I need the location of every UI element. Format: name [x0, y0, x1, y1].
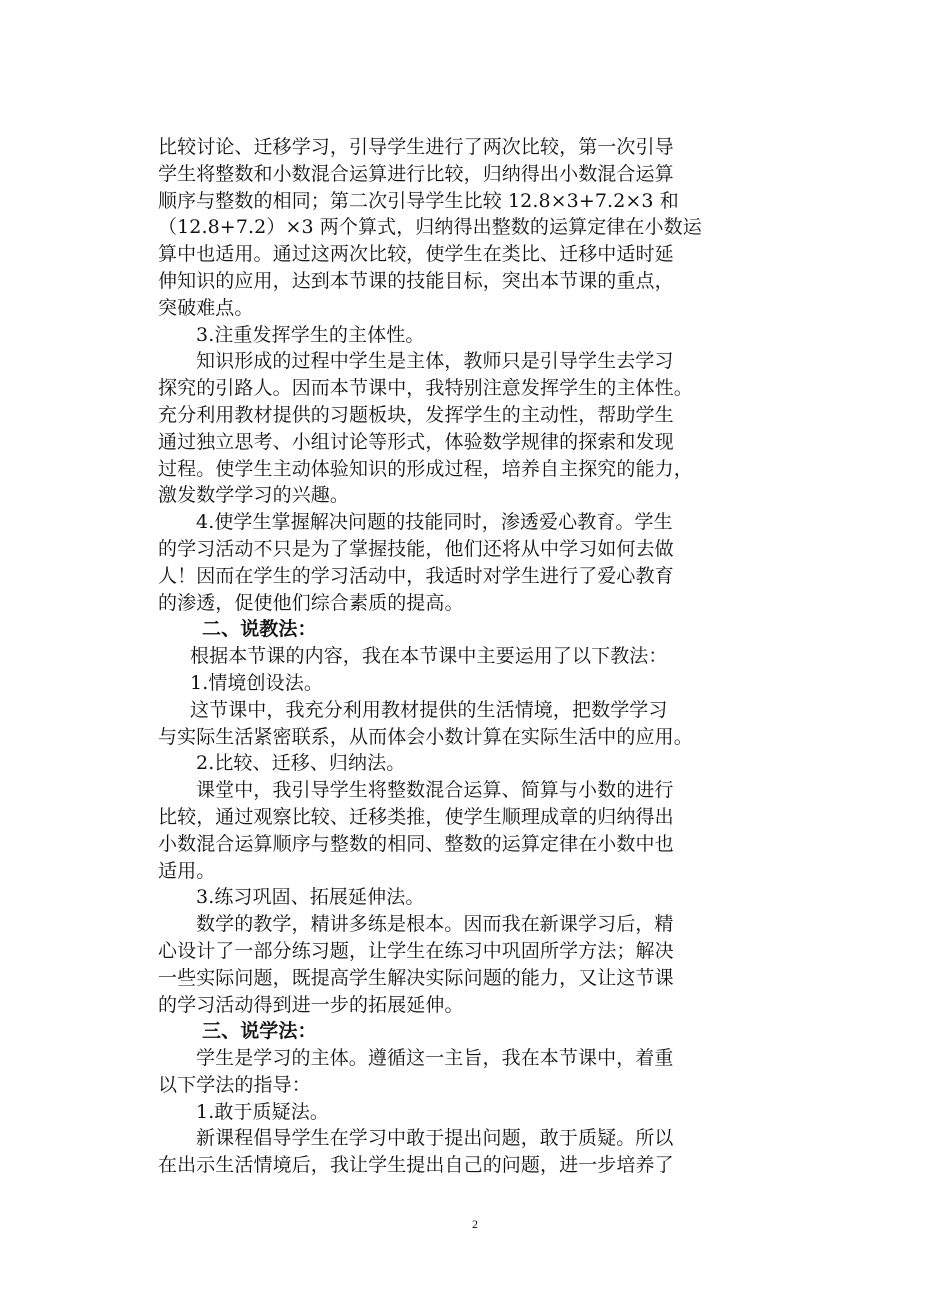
body-line: 小数混合运算顺序与整数的相同、整数的运算定律在小数中也 [158, 832, 674, 855]
paragraph-first-line: 课堂中，我引导学生将整数混合运算、简算与小数的进行 [196, 779, 674, 802]
body-line: 算中也适用。通过这两次比较，使学生在类比、迁移中适时延 [158, 243, 674, 266]
body-line: 适用。 [158, 859, 216, 882]
body-line: 探究的引路人。因而本节课中，我特别注意发挥学生的主体性。 [158, 377, 693, 400]
paragraph-first-line: 4.使学生掌握解决问题的技能同时，渗透爱心教育。学生 [196, 511, 673, 534]
body-line: 学生将整数和小数混合运算进行比较，归纳得出小数混合运算 [158, 162, 674, 185]
list-item-heading: 1.敢于质疑法。 [196, 1100, 329, 1123]
section-heading: 三、说学法： [202, 1020, 317, 1043]
paragraph-first-line: 根据本节课的内容，我在本节课中主要运用了以下教法： [190, 645, 668, 668]
list-item-heading: 3.注重发挥学生的主体性。 [196, 323, 425, 346]
body-line: 伸知识的应用，达到本节课的技能目标，突出本节课的重点， [158, 269, 674, 292]
body-line: 比较讨论、迁移学习，引导学生进行了两次比较，第一次引导 [158, 136, 674, 158]
body-line: 的渗透，促使他们综合素质的提高。 [158, 591, 464, 614]
paragraph-first-line: 这节课中，我充分利用教材提供的生活情境，把数学学习 [190, 698, 668, 721]
body-line: 过程。使学生主动体验知识的形成过程，培养自主探究的能力， [158, 457, 693, 480]
body-line: 在出示生活情境后，我让学生提出自己的问题，进一步培养了 [158, 1154, 674, 1177]
body-line: 与实际生活紧密联系，从而体会小数计算在实际生活中的应用。 [158, 725, 693, 748]
body-line: 以下学法的指导： [158, 1073, 311, 1096]
list-item-heading: 3.练习巩固、拓展延伸法。 [196, 886, 425, 909]
body-line: 心设计了一部分练习题，让学生在练习中巩固所学方法；解决 [158, 939, 674, 962]
paragraph-first-line: 学生是学习的主体。遵循这一主旨，我在本节课中，着重 [196, 1047, 674, 1070]
body-line: 人！因而在学生的学习活动中，我适时对学生进行了爱心教育 [158, 564, 674, 587]
paragraph-first-line: 知识形成的过程中学生是主体，教师只是引导学生去学习 [196, 350, 674, 373]
paragraph-first-line: 数学的教学，精讲多练是根本。因而我在新课学习后，精 [196, 913, 674, 936]
body-line: （12.8+7.2）×3 两个算式，归纳得出整数的运算定律在小数运 [158, 216, 702, 239]
body-line: 一些实际问题，既提高学生解决实际问题的能力，又让这节课 [158, 966, 674, 989]
list-item-heading: 2.比较、迁移、归纳法。 [196, 752, 406, 775]
body-line: 突破难点。 [158, 296, 254, 319]
list-item-heading: 1.情境创设法。 [190, 671, 323, 694]
body-line: 的学习活动得到进一步的拓展延伸。 [158, 993, 464, 1016]
body-line: 激发数学学习的兴趣。 [158, 484, 350, 507]
paragraph-first-line: 新课程倡导学生在学习中敢于提出问题，敢于质疑。所以 [196, 1127, 674, 1150]
page-number: 2 [472, 1217, 478, 1231]
section-heading: 二、说教法： [202, 618, 317, 641]
body-line: 通过独立思考、小组讨论等形式，体验数学规律的探索和发现 [158, 430, 674, 453]
body-line: 比较，通过观察比较、迁移类推，使学生顺理成章的归纳得出 [158, 805, 674, 828]
body-line: 充分利用教材提供的习题板块，发挥学生的主动性，帮助学生 [158, 403, 674, 426]
body-line: 的学习活动不只是为了掌握技能，他们还将从中学习如何去做 [158, 537, 674, 560]
body-line: 顺序与整数的相同；第二次引导学生比较 12.8×3+7.2×3 和 [158, 189, 679, 212]
document-body [158, 134, 798, 1179]
